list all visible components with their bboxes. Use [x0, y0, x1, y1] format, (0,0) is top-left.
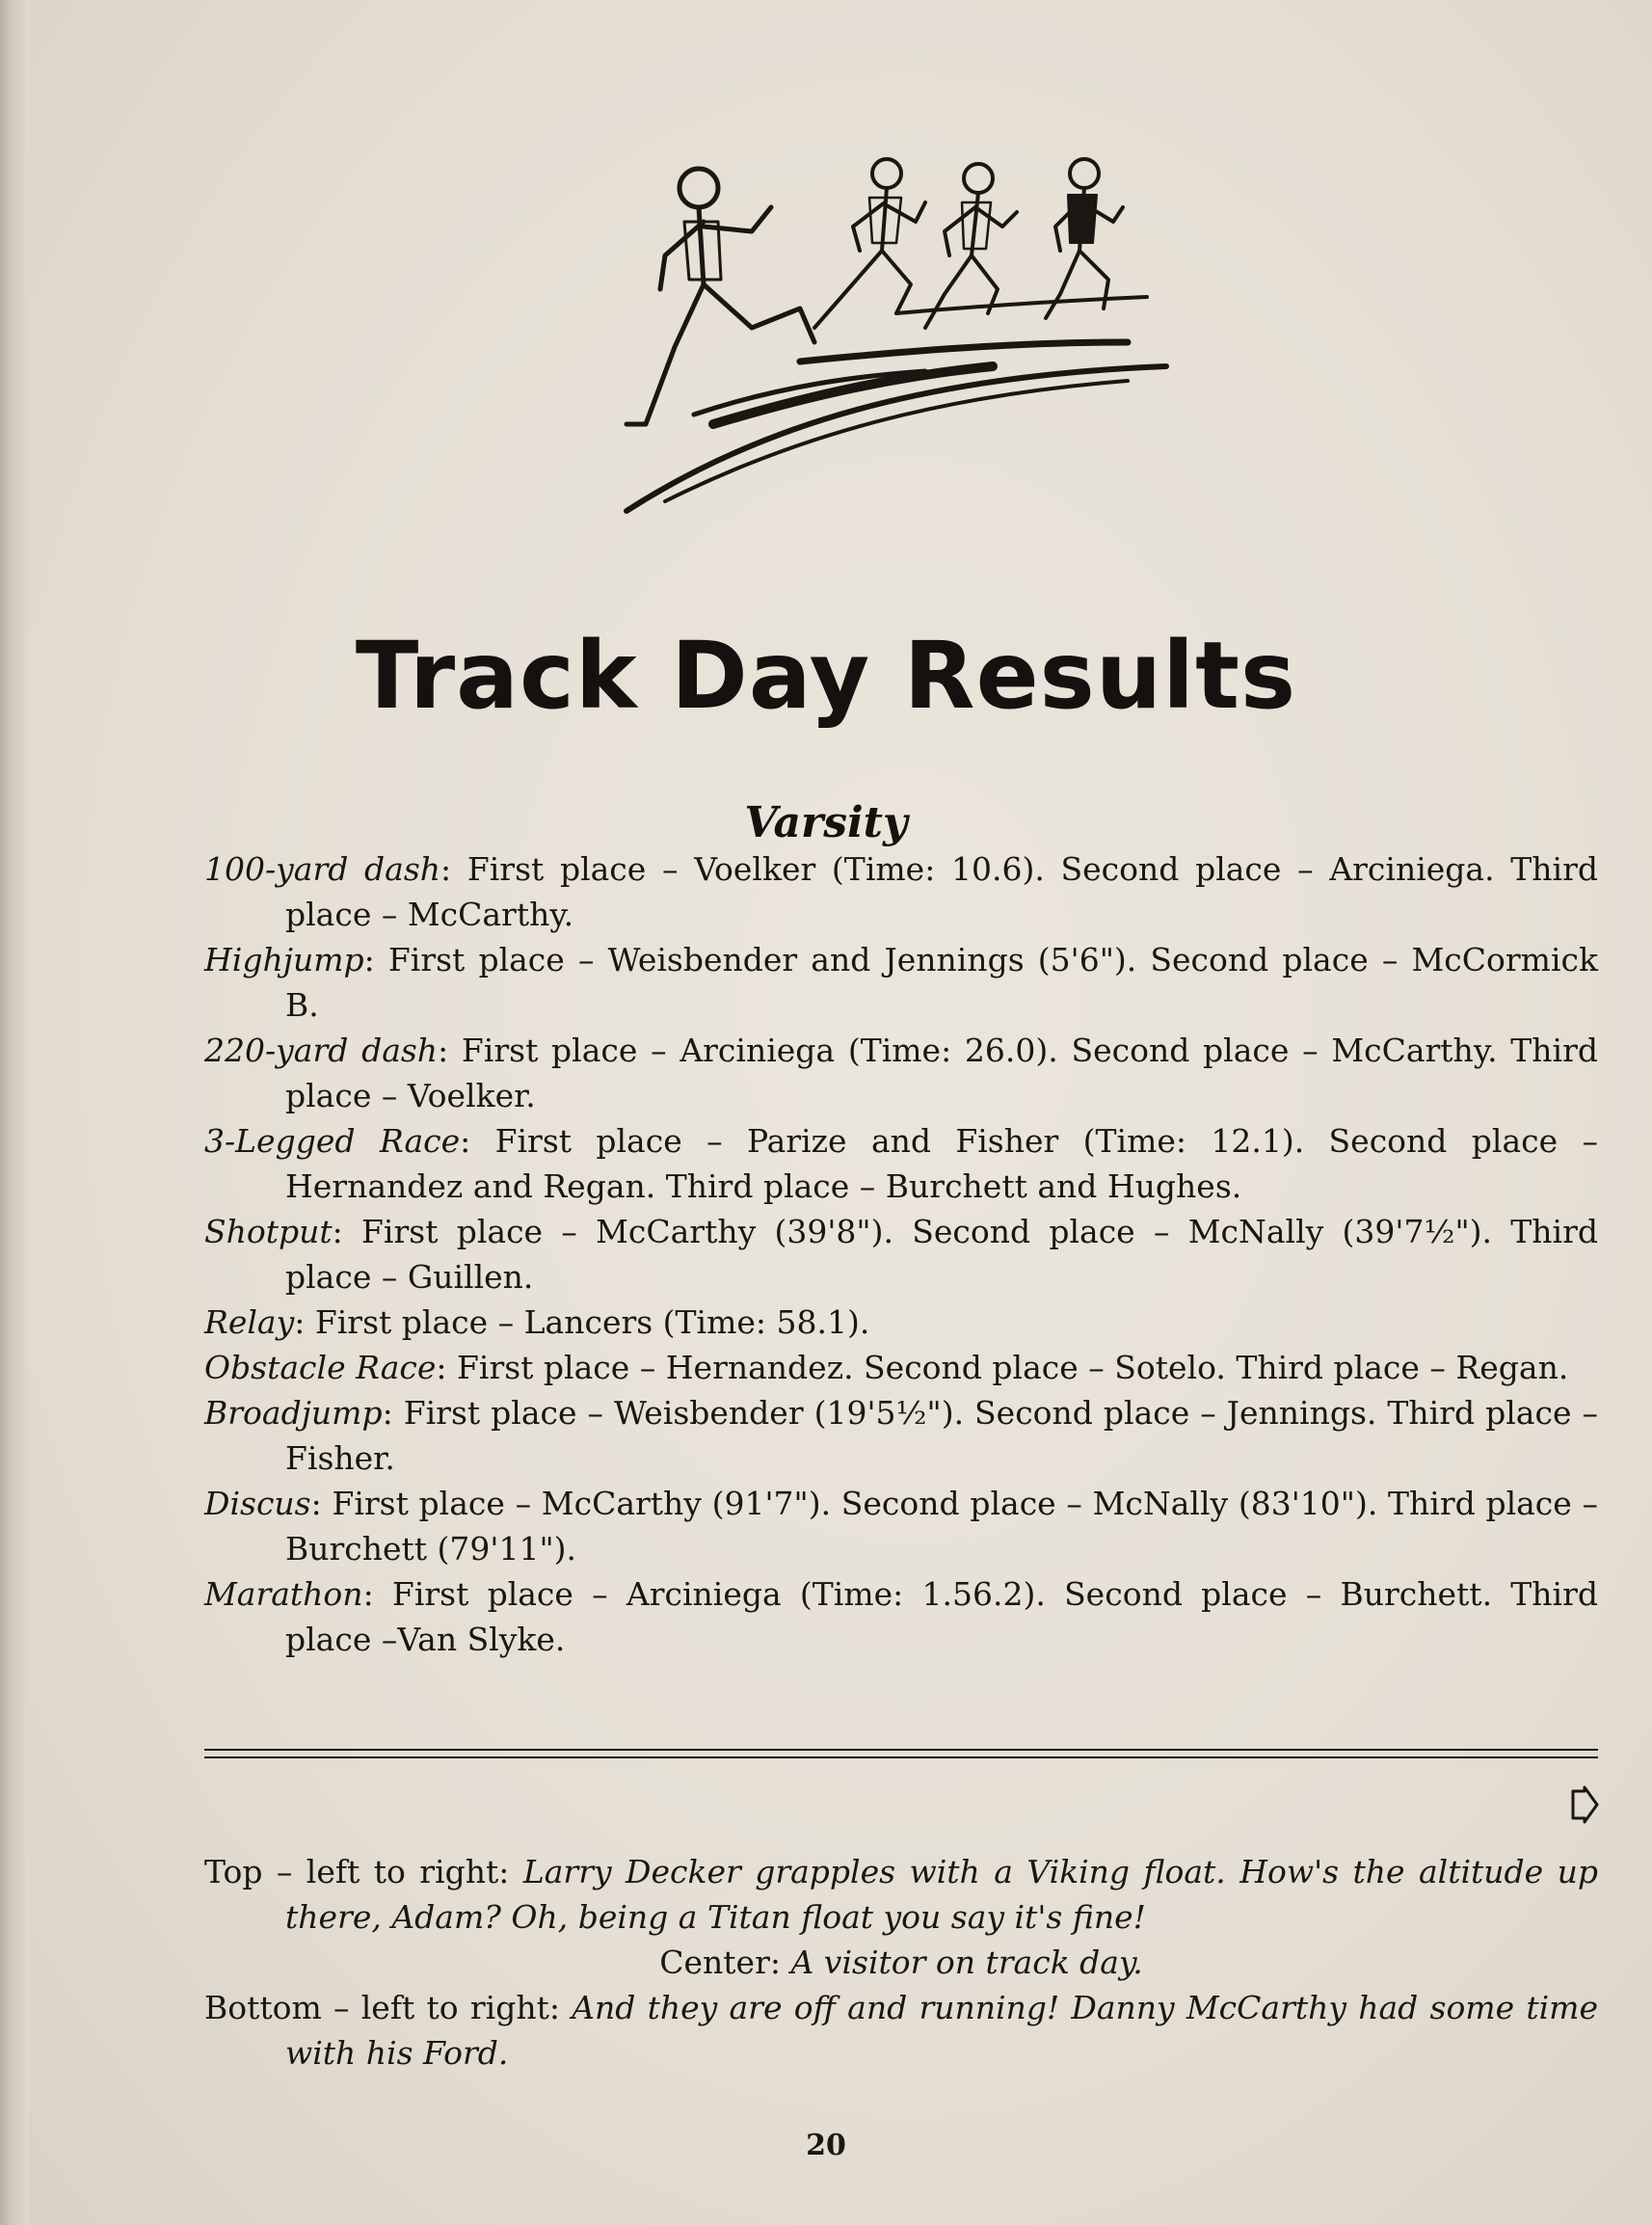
result-entry: 100-yard dash: First place – Voelker (Time: 10.6). Second place – Arciniega. Third place – McCarthy.: [204, 850, 1598, 933]
result-entry: Obstacle Race: First place – Hernandez. Second place – Sotelo. Third place – Regan.: [204, 1349, 1569, 1386]
caption-top: Top – left to right: Larry Decker grapples with a Viking float. How's the altitude up there, Adam? Oh, being a Titan float you say it's fine!: [204, 1853, 1598, 1936]
event-name: 220-yard dash: [204, 1032, 439, 1069]
event-result: First place – McCarthy (39'8"). Second place – McNally (39'7½"). Third place – Guillen.: [285, 1213, 1598, 1296]
result-entry: Discus: First place – McCarthy (91'7"). Second place – McNally (83'10"). Third place – Burchett (79'11").: [204, 1485, 1598, 1568]
event-result: First place – Weisbender (19'5½"). Second place – Jennings. Third place – Fisher.: [285, 1394, 1598, 1477]
results-list: [204, 846, 1598, 1662]
event-name: Obstacle Race: [204, 1349, 437, 1386]
event-name: Broadjump: [204, 1394, 383, 1432]
event-name: Highjump: [204, 941, 364, 978]
photo-caption: [204, 1849, 1598, 2076]
caption-bottom: Bottom – left to right: And they are off and running! Danny McCarthy had some time with his Ford.: [204, 1989, 1598, 2072]
event-result: First place – Weisbender and Jennings (5'6"). Second place – McCormick B.: [285, 941, 1599, 1024]
divider-rule: [204, 1756, 1598, 1758]
event-name: Discus: [204, 1485, 311, 1522]
continue-arrow-icon: [1569, 1785, 1600, 1824]
runners-illustration: [607, 135, 1186, 530]
result-entry: Broadjump: First place – Weisbender (19'5½"). Second place – Jennings. Third place – Fisher.: [204, 1394, 1598, 1477]
event-name: 3-Legged Race: [204, 1122, 461, 1160]
event-result: First place – Lancers (Time: 58.1).: [314, 1303, 870, 1341]
divider-rule: [204, 1749, 1598, 1751]
result-entry: Relay: First place – Lancers (Time: 58.1).: [204, 1303, 870, 1341]
event-result: First place – Hernandez. Second place – Sotelo. Third place – Regan.: [457, 1349, 1569, 1386]
event-name: Relay: [204, 1303, 295, 1341]
result-entry: Marathon: First place – Arciniega (Time: 1.56.2). Second place – Burchett. Third place –Van Slyke.: [204, 1575, 1599, 1658]
caption-center: Center: A visitor on track day.: [659, 1944, 1143, 1981]
page-number: 20: [806, 2129, 846, 2162]
event-name: 100-yard dash: [204, 850, 441, 888]
event-result: First place – Parize and Fisher (Time: 12.1). Second place – Hernandez and Regan. Third place – Burchett and Hughes.: [285, 1122, 1598, 1205]
page-title: Track Day Results: [355, 622, 1297, 730]
page-binding-shadow: [0, 0, 29, 2225]
result-entry: 3-Legged Race: First place – Parize and Fisher (Time: 12.1). Second place – Hernandez and Regan. Third place – Burchett and Hughes.: [204, 1122, 1598, 1205]
event-name: Shotput: [204, 1213, 333, 1250]
event-result: First place – Voelker (Time: 10.6). Second place – Arciniega. Third place – McCarthy.: [285, 850, 1598, 933]
result-entry: Shotput: First place – McCarthy (39'8"). Second place – McNally (39'7½"). Third place – Guillen.: [204, 1213, 1598, 1296]
event-result: First place – Arciniega (Time: 1.56.2). Second place – Burchett. Third place –Van Slyke.: [285, 1575, 1599, 1658]
result-entry: Highjump: First place – Weisbender and Jennings (5'6"). Second place – McCormick B.: [204, 941, 1599, 1024]
event-result: First place – Arciniega (Time: 26.0). Second place – McCarthy. Third place – Voelker.: [285, 1032, 1598, 1114]
result-entry: 220-yard dash: First place – Arciniega (Time: 26.0). Second place – McCarthy. Third place – Voelker.: [204, 1032, 1598, 1114]
event-name: Marathon: [204, 1575, 363, 1613]
event-result: First place – McCarthy (91'7"). Second place – McNally (83'10"). Third place – Burchett (79'11").: [285, 1485, 1598, 1568]
section-title: Varsity: [744, 798, 908, 847]
